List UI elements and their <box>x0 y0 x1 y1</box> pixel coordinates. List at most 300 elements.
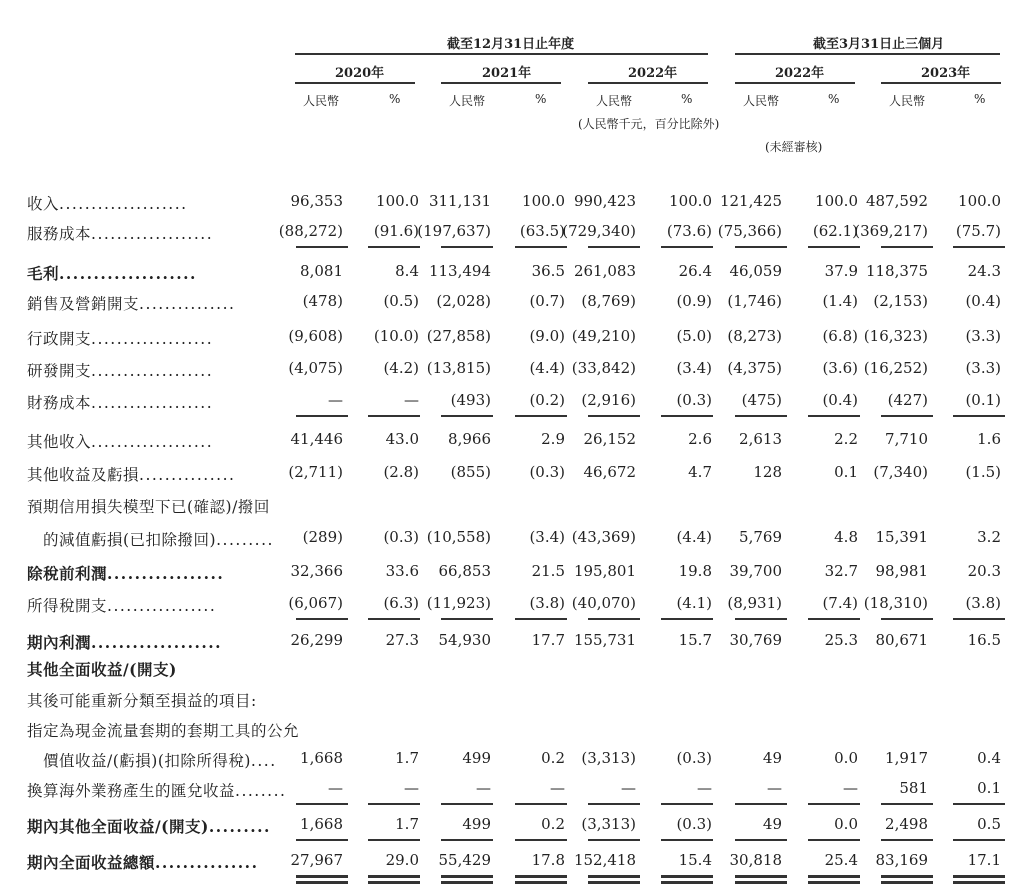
percent-cell: (4.2) <box>383 359 419 377</box>
row-label <box>27 815 271 837</box>
year-rule <box>295 82 415 84</box>
subtotal-rule <box>881 839 933 841</box>
header-group-year: 截至12月31日止年度 <box>447 37 575 52</box>
amount-cell: 1,917 <box>885 749 928 767</box>
subtotal-rule <box>588 415 640 417</box>
percent-cell: (75.7) <box>955 222 1001 240</box>
amount-cell: 32,366 <box>290 562 343 580</box>
subtotal-rule <box>661 618 713 620</box>
row-label <box>27 463 235 485</box>
subtotal-rule <box>953 415 1005 417</box>
amount-cell: (16,252) <box>863 359 928 377</box>
amount-cell: (33,842) <box>571 359 636 377</box>
year-2021: 2021年 <box>482 66 532 81</box>
percent-cell: (0.1) <box>965 391 1001 409</box>
percent-cell: 0.0 <box>834 749 858 767</box>
subtotal-rule <box>441 415 493 417</box>
amount-cell: 152,418 <box>573 851 636 869</box>
percent-cell: (62.1) <box>812 222 858 240</box>
percent-cell: (9.0) <box>529 327 565 345</box>
row-label <box>27 658 177 680</box>
amount-cell: (11,923) <box>426 594 491 612</box>
col-pct: % <box>535 92 547 106</box>
row-label <box>27 631 222 653</box>
percent-cell: 15.7 <box>678 631 712 649</box>
percent-cell: 29.0 <box>385 851 419 869</box>
amount-cell: 46,672 <box>583 463 636 481</box>
percent-cell: 27.3 <box>385 631 419 649</box>
percent-cell: 17.8 <box>531 851 565 869</box>
subtotal-rule <box>953 618 1005 620</box>
amount-cell: 499 <box>462 749 491 767</box>
percent-cell: — <box>550 779 565 797</box>
amount-cell: — <box>328 779 343 797</box>
percent-cell: 25.3 <box>824 631 858 649</box>
percent-cell: 2.6 <box>688 430 712 448</box>
amount-cell: 118,375 <box>865 262 928 280</box>
amount-cell: 39,700 <box>729 562 782 580</box>
row-label-text: 除稅前利潤 <box>27 564 108 583</box>
leader-dots: .................... <box>59 264 197 283</box>
subtotal-rule <box>661 415 713 417</box>
percent-cell: (7.4) <box>822 594 858 612</box>
subtotal-rule <box>735 246 787 248</box>
percent-cell: (0.4) <box>965 292 1001 310</box>
percent-cell: 16.5 <box>967 631 1001 649</box>
leader-dots: .... <box>250 752 277 770</box>
percent-cell: 0.1 <box>834 463 858 481</box>
percent-cell: 24.3 <box>967 262 1001 280</box>
row-label-text: 銷售及營銷開支 <box>27 295 140 313</box>
subtotal-rule <box>441 246 493 248</box>
amount-cell: (2,711) <box>288 463 343 481</box>
percent-cell: (2.8) <box>383 463 419 481</box>
amount-cell: 27,967 <box>290 851 343 869</box>
percent-cell: (0.3) <box>529 463 565 481</box>
subtotal-rule <box>661 803 713 805</box>
year-2022: 2022年 <box>628 66 678 81</box>
amount-cell: 54,930 <box>438 631 491 649</box>
amount-cell: 66,853 <box>438 562 491 580</box>
header-rule <box>295 53 708 55</box>
amount-cell: (8,769) <box>581 292 636 310</box>
total-double-rule <box>441 875 493 878</box>
percent-cell: 2.9 <box>541 430 565 448</box>
subtotal-rule <box>881 618 933 620</box>
amount-cell: 155,731 <box>573 631 636 649</box>
subtotal-rule <box>808 415 860 417</box>
amount-cell: 311,131 <box>428 192 491 210</box>
leader-dots: ................... <box>91 433 214 451</box>
percent-cell: — <box>843 779 858 797</box>
row-label <box>27 430 213 452</box>
col-rmb: 人民幣 <box>303 94 340 108</box>
amount-cell: 113,494 <box>428 262 491 280</box>
leader-dots: ................. <box>107 564 225 583</box>
subtotal-rule <box>296 246 348 248</box>
row-label-text: 價值收益/(虧損)(扣除所得稅) <box>27 752 251 770</box>
subtotal-rule <box>661 839 713 841</box>
percent-cell: 0.2 <box>541 749 565 767</box>
subtotal-rule <box>588 246 640 248</box>
row-label-text: 其他收入 <box>27 433 92 451</box>
row-label <box>27 292 235 314</box>
percent-cell: (91.6) <box>373 222 419 240</box>
percent-cell: (6.3) <box>383 594 419 612</box>
row-label <box>27 594 216 616</box>
total-double-rule <box>588 875 640 878</box>
subtotal-rule <box>441 803 493 805</box>
percent-cell: (4.1) <box>676 594 712 612</box>
amount-cell: (16,323) <box>863 327 928 345</box>
row-label <box>27 779 286 801</box>
row-label-text: 換算海外業務產生的匯兌收益 <box>27 782 236 800</box>
amount-cell: 41,446 <box>290 430 343 448</box>
percent-cell: 20.3 <box>967 562 1001 580</box>
row-label-text: 期內其他全面收益/(開支) <box>27 817 209 836</box>
subtotal-rule <box>808 803 860 805</box>
amount-cell: (6,067) <box>288 594 343 612</box>
amount-cell: (2,153) <box>873 292 928 310</box>
amount-cell: 581 <box>899 779 928 797</box>
amount-cell: 128 <box>753 463 782 481</box>
percent-cell: — <box>697 779 712 797</box>
row-label <box>27 851 258 873</box>
percent-cell: 100.0 <box>376 192 419 210</box>
row-label-text: 服務成本 <box>27 225 92 243</box>
row-label-text: 其他全面收益/(開支) <box>27 660 177 679</box>
amount-cell: (49,210) <box>571 327 636 345</box>
row-label-text: 毛利 <box>27 264 60 283</box>
percent-cell: 1.7 <box>395 749 419 767</box>
percent-cell: 4.8 <box>834 528 858 546</box>
total-double-rule <box>661 875 713 878</box>
percent-cell: 0.4 <box>977 749 1001 767</box>
percent-cell: 25.4 <box>824 851 858 869</box>
year-rule <box>735 82 855 84</box>
amount-cell: (3,313) <box>581 749 636 767</box>
amount-cell: 121,425 <box>719 192 782 210</box>
header-group-quarter: 截至3月31日止三個月 <box>813 37 945 52</box>
amount-cell: (75,366) <box>717 222 782 240</box>
amount-cell: 2,498 <box>885 815 928 833</box>
row-label <box>27 719 299 741</box>
subtotal-rule <box>588 839 640 841</box>
amount-cell: (2,916) <box>581 391 636 409</box>
leader-dots: ........ <box>235 782 287 800</box>
leader-dots: ......... <box>208 817 271 836</box>
amount-cell: 49 <box>762 749 782 767</box>
year-2023-q: 2023年 <box>921 66 971 81</box>
percent-cell: (6.8) <box>822 327 858 345</box>
amount-cell: (18,310) <box>863 594 928 612</box>
amount-cell: 990,423 <box>573 192 636 210</box>
row-label <box>27 192 188 214</box>
row-label <box>27 262 197 284</box>
amount-cell: 80,671 <box>875 631 928 649</box>
year-2022-q: 2022年 <box>775 66 825 81</box>
amount-cell: (13,815) <box>426 359 491 377</box>
subtotal-rule <box>881 415 933 417</box>
percent-cell: (0.2) <box>529 391 565 409</box>
year-rule <box>441 82 561 84</box>
col-pct: % <box>681 92 693 106</box>
amount-cell: (10,558) <box>426 528 491 546</box>
percent-cell: 21.5 <box>531 562 565 580</box>
leader-dots: ................... <box>91 330 214 348</box>
percent-cell: (0.5) <box>383 292 419 310</box>
total-double-rule <box>735 875 787 878</box>
subtotal-rule <box>661 246 713 248</box>
amount-cell: — <box>328 391 343 409</box>
subtotal-rule <box>296 415 348 417</box>
percent-cell: (4.4) <box>676 528 712 546</box>
row-label-text: 收入 <box>27 195 60 213</box>
amount-cell: (197,637) <box>417 222 491 240</box>
row-label-text: 研發開支 <box>27 362 92 380</box>
row-label <box>27 689 257 711</box>
percent-cell: 15.4 <box>678 851 712 869</box>
percent-cell: (4.4) <box>529 359 565 377</box>
total-double-rule <box>881 875 933 878</box>
subtotal-rule <box>368 803 420 805</box>
year-rule <box>588 82 708 84</box>
amount-cell: 30,769 <box>729 631 782 649</box>
total-double-rule <box>296 875 348 878</box>
row-label-text: 期內全面收益總額 <box>27 853 156 872</box>
subtotal-rule <box>735 839 787 841</box>
total-double-rule <box>808 875 860 878</box>
amount-cell: 1,668 <box>300 749 343 767</box>
percent-cell: (5.0) <box>676 327 712 345</box>
amount-cell: — <box>476 779 491 797</box>
amount-cell: (4,375) <box>727 359 782 377</box>
amount-cell: 2,613 <box>739 430 782 448</box>
percent-cell: (0.3) <box>676 749 712 767</box>
percent-cell: 0.1 <box>977 779 1001 797</box>
amount-cell: — <box>621 779 636 797</box>
amount-cell: 26,299 <box>290 631 343 649</box>
row-label <box>27 562 224 584</box>
leader-dots: ................... <box>91 633 223 652</box>
percent-cell: 17.1 <box>967 851 1001 869</box>
percent-cell: 36.5 <box>531 262 565 280</box>
percent-cell: 33.6 <box>385 562 419 580</box>
percent-cell: 8.4 <box>395 262 419 280</box>
col-rmb: 人民幣 <box>449 94 486 108</box>
year-rule <box>881 82 1001 84</box>
amount-cell: (9,608) <box>288 327 343 345</box>
percent-cell: 3.2 <box>977 528 1001 546</box>
subtotal-rule <box>296 803 348 805</box>
col-rmb: 人民幣 <box>889 94 926 108</box>
percent-cell: (3.8) <box>529 594 565 612</box>
amount-cell: (40,070) <box>571 594 636 612</box>
percent-cell: (0.3) <box>676 391 712 409</box>
amount-cell: 49 <box>762 815 782 833</box>
row-label <box>27 359 213 381</box>
amount-cell: 8,966 <box>448 430 491 448</box>
amount-cell: (729,340) <box>562 222 636 240</box>
subtotal-rule <box>368 839 420 841</box>
col-pct: % <box>828 92 840 106</box>
amount-cell: 1,668 <box>300 815 343 833</box>
percent-cell: 100.0 <box>522 192 565 210</box>
subtotal-rule <box>808 246 860 248</box>
amount-cell: 96,353 <box>290 192 343 210</box>
amount-cell: 7,710 <box>885 430 928 448</box>
col-pct: % <box>389 92 401 106</box>
year-2020: 2020年 <box>335 66 385 81</box>
amount-cell: (27,858) <box>426 327 491 345</box>
row-label-text: 財務成本 <box>27 394 92 412</box>
percent-cell: 100.0 <box>669 192 712 210</box>
subtotal-rule <box>588 618 640 620</box>
subtotal-rule <box>808 618 860 620</box>
subtotal-rule <box>368 415 420 417</box>
subtotal-rule <box>953 803 1005 805</box>
leader-dots: ............... <box>139 295 236 313</box>
subtotal-rule <box>515 803 567 805</box>
amount-cell: (3,313) <box>581 815 636 833</box>
subtotal-rule <box>588 803 640 805</box>
amount-cell: (855) <box>450 463 491 481</box>
percent-cell: 43.0 <box>385 430 419 448</box>
amount-cell: (1,746) <box>727 292 782 310</box>
amount-cell: 26,152 <box>583 430 636 448</box>
row-label-text: 的減值虧損(已扣除撥回) <box>27 531 217 549</box>
leader-dots: ................... <box>91 362 214 380</box>
percent-cell: (0.3) <box>676 815 712 833</box>
col-rmb: 人民幣 <box>743 94 780 108</box>
amount-cell: 261,083 <box>573 262 636 280</box>
percent-cell: (0.3) <box>383 528 419 546</box>
row-label-text: 其後可能重新分類至損益的項目: <box>27 692 257 710</box>
amount-cell: (478) <box>302 292 343 310</box>
subtotal-rule <box>953 839 1005 841</box>
subtotal-rule <box>296 839 348 841</box>
subtotal-rule <box>735 803 787 805</box>
row-label-text: 預期信用損失模型下已(確認)/撥回 <box>27 498 270 516</box>
amount-cell: 46,059 <box>729 262 782 280</box>
amount-cell: 195,801 <box>573 562 636 580</box>
amount-cell: 487,592 <box>865 192 928 210</box>
subtotal-rule <box>808 839 860 841</box>
subtotal-rule <box>515 839 567 841</box>
amount-cell: (2,028) <box>436 292 491 310</box>
percent-cell: 19.8 <box>678 562 712 580</box>
percent-cell: — <box>404 391 419 409</box>
row-label-text: 所得稅開支 <box>27 597 108 615</box>
subtotal-rule <box>515 618 567 620</box>
percent-cell: 1.6 <box>977 430 1001 448</box>
subtotal-rule <box>515 415 567 417</box>
total-double-rule <box>368 875 420 878</box>
row-label <box>27 222 213 244</box>
subtotal-rule <box>441 618 493 620</box>
percent-cell: (63.5) <box>519 222 565 240</box>
amount-cell: (8,273) <box>727 327 782 345</box>
row-label-text: 指定為現金流量套期的套期工具的公允 <box>27 722 300 740</box>
amount-cell: (289) <box>302 528 343 546</box>
header-rule <box>735 53 1000 55</box>
subtotal-rule <box>953 246 1005 248</box>
amount-cell: (88,272) <box>278 222 343 240</box>
amount-cell: 15,391 <box>875 528 928 546</box>
percent-cell: (0.4) <box>822 391 858 409</box>
leader-dots: ................. <box>107 597 217 615</box>
amount-cell: 499 <box>462 815 491 833</box>
subtotal-rule <box>881 803 933 805</box>
percent-cell: 17.7 <box>531 631 565 649</box>
percent-cell: (3.6) <box>822 359 858 377</box>
leader-dots: ................... <box>91 394 214 412</box>
percent-cell: (1.4) <box>822 292 858 310</box>
amount-cell: 55,429 <box>438 851 491 869</box>
amount-cell: (7,340) <box>873 463 928 481</box>
leader-dots: .................... <box>59 195 188 213</box>
percent-cell: 0.0 <box>834 815 858 833</box>
subtotal-rule <box>881 246 933 248</box>
row-label-text: 其他收益及虧損 <box>27 466 140 484</box>
percent-cell: (1.5) <box>965 463 1001 481</box>
percent-cell: 37.9 <box>824 262 858 280</box>
percent-cell: 32.7 <box>824 562 858 580</box>
subtotal-rule <box>515 246 567 248</box>
col-rmb: 人民幣 <box>596 94 633 108</box>
row-label <box>27 391 213 413</box>
percent-cell: 0.2 <box>541 815 565 833</box>
amount-cell: 5,769 <box>739 528 782 546</box>
percent-cell: (10.0) <box>373 327 419 345</box>
subtotal-rule <box>735 415 787 417</box>
percent-cell: (0.7) <box>529 292 565 310</box>
subtotal-rule <box>368 246 420 248</box>
amount-cell: — <box>767 779 782 797</box>
percent-cell: (3.4) <box>676 359 712 377</box>
amount-cell: (475) <box>741 391 782 409</box>
percent-cell: (0.9) <box>676 292 712 310</box>
amount-cell: (493) <box>450 391 491 409</box>
leader-dots: ......... <box>216 531 274 549</box>
percent-cell: (3.3) <box>965 359 1001 377</box>
subtotal-rule <box>441 839 493 841</box>
unaudited-note: (未經審核) <box>765 140 823 154</box>
total-double-rule <box>953 875 1005 878</box>
percent-cell: 0.5 <box>977 815 1001 833</box>
subtotal-rule <box>368 618 420 620</box>
amount-cell: (8,931) <box>727 594 782 612</box>
row-label <box>27 495 270 517</box>
row-label-text: 期內利潤 <box>27 633 92 652</box>
amount-cell: 98,981 <box>875 562 928 580</box>
percent-cell: 100.0 <box>815 192 858 210</box>
percent-cell: 100.0 <box>958 192 1001 210</box>
total-double-rule <box>515 875 567 878</box>
row-label <box>27 327 213 349</box>
leader-dots: ............... <box>139 466 236 484</box>
col-pct: % <box>974 92 986 106</box>
leader-dots: ................... <box>91 225 214 243</box>
percent-cell: — <box>404 779 419 797</box>
amount-cell: 83,169 <box>875 851 928 869</box>
leader-dots: ............... <box>155 853 259 872</box>
percent-cell: 4.7 <box>688 463 712 481</box>
unit-note: (人民幣千元，百分比除外) <box>578 117 720 131</box>
row-label <box>27 749 277 771</box>
row-label <box>27 528 274 550</box>
percent-cell: 1.7 <box>395 815 419 833</box>
